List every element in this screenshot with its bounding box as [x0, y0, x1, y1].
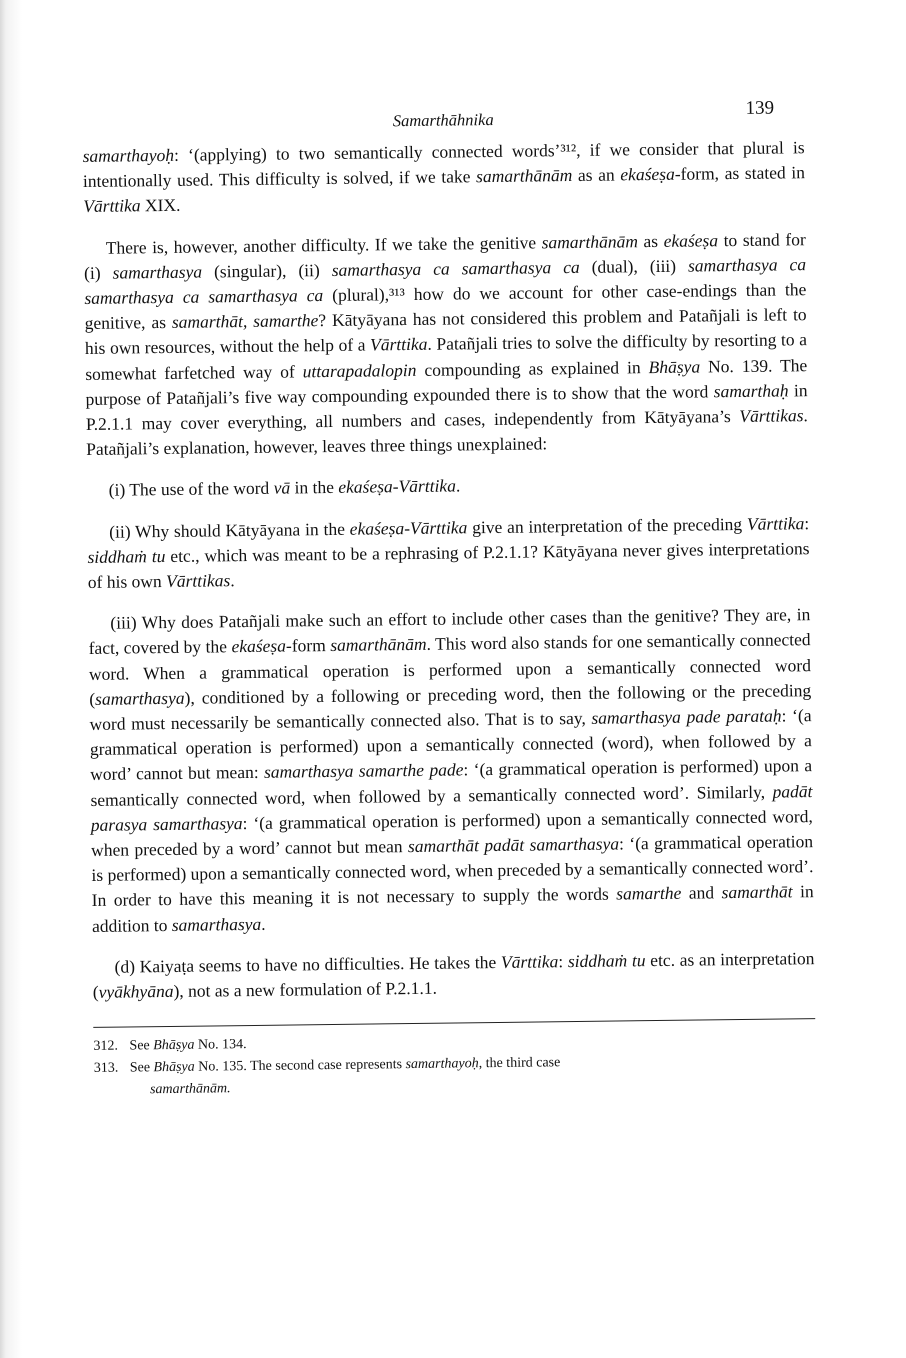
text-run: (ii) Why should Kātyāyana in the	[109, 518, 350, 542]
italic-term: samarthaḥ	[713, 380, 789, 402]
text-run: in addition to	[91, 881, 814, 936]
paragraph-point-i	[87, 470, 809, 504]
text-run: (singular), (ii)	[201, 259, 332, 282]
text-run: -form, as stated in	[674, 162, 806, 184]
paragraph-continuation	[82, 135, 805, 219]
italic-term: samarthasya ca samarthasya ca	[331, 256, 580, 280]
italic-term: samarthāt, samarthe	[171, 310, 319, 333]
text-run: to stand for (i)	[83, 228, 806, 283]
text-run: (plural),³¹³ how do we account for other case-endings than the genitive, as	[84, 279, 807, 334]
text-run: : ‘(applying) to two semantically connected words’³¹², if we consider that plural is intentionally used. This difficulty is solved, if we take	[82, 137, 805, 192]
running-title: Samarthāhnika	[392, 109, 494, 131]
italic-term: padāt parasya samarthasya	[90, 780, 813, 835]
text-run: , the third case	[478, 1055, 561, 1072]
text-run: (i) The use of the word	[108, 478, 274, 501]
text-run: See	[129, 1060, 154, 1076]
italic-term: ekaśeṣa-Vārttika	[349, 516, 468, 539]
italic-term: samarthasya ca samarthasya ca samarthasya ca	[84, 253, 807, 309]
text-run: (iii) Why does Patañjali make such an effort to include other cases than the genitive? They are, in fact, covered by the	[88, 604, 811, 659]
text-run: as	[637, 230, 664, 251]
italic-term: Vārttika	[369, 334, 428, 355]
text-run: : ‘(a grammatical operation is performed) upon a semantically connected word, when followed by a semantically connected word’. Similarly,	[90, 755, 813, 810]
text-run: There is, however, another difficulty. If we take the genitive	[105, 232, 542, 258]
text-run: . Patañjali’s explanation, however, leaves three things unexplained:	[86, 405, 808, 460]
text-run: and	[681, 882, 722, 904]
italic-term: Bhāṣya	[648, 356, 701, 377]
text-run: No. 135. The second case represents	[194, 1057, 406, 1075]
text-run: :	[558, 951, 569, 972]
text-run: compounding as explained in	[416, 356, 649, 380]
text-run: No. 139. The purpose of Patañjali’s five way compounding expounded there is to show that the word	[85, 354, 808, 409]
text-run: in P.2.1.1 may cover everything, all numbers and cases, independently from Kātyāyana’s	[85, 379, 808, 435]
footnote-text	[129, 1037, 246, 1053]
footnote-number: 313.	[93, 1060, 119, 1077]
text-run: etc., which was meant to be a rephrasing of P.2.1.1? Kātyāyana never gives interpretations of his own	[87, 537, 810, 593]
text-run: as an	[572, 164, 621, 186]
text-run: (d) Kaiyaṭa seems to have no difficulties. He takes the	[114, 951, 502, 977]
text-run: : ‘(a grammatical operation is performed) upon a semantically connected word, when preceded by a word’ cannot but mean	[90, 806, 813, 861]
paragraph-point-ii	[87, 511, 810, 595]
italic-term: ekaśeṣa	[663, 229, 719, 251]
italic-term: samarthasya	[171, 913, 262, 935]
italic-term: uttarapadalopin	[302, 359, 417, 381]
italic-term: samarthe	[616, 883, 682, 905]
italic-term: Vārttika	[500, 951, 559, 972]
italic-term: Vārttikas	[165, 570, 231, 592]
italic-term: samarthasya	[94, 687, 185, 709]
text-run: : ‘(a grammatical operation is performed) upon a semantically connected word, when preceded by a semantically connected word’. In order to have this meaning it is not necessary to supply the words	[91, 831, 814, 911]
footnote-313-continuation: samarthānām.	[149, 1081, 231, 1098]
italic-term: Bhāṣya	[153, 1059, 195, 1076]
footnote-text	[130, 1056, 561, 1076]
text-run: etc. as an interpretation (	[92, 948, 815, 1003]
italic-term: samarthayoḥ	[405, 1056, 479, 1073]
text-run: .	[261, 913, 266, 934]
italic-term: ekaśeṣa-Vārttika	[338, 475, 457, 498]
footnotes	[93, 1018, 816, 1102]
italic-term: Vārttika	[83, 195, 141, 217]
italic-term: ekaśeṣa	[231, 636, 287, 657]
text-run: .	[230, 570, 235, 591]
italic-term: Bhāṣya	[153, 1037, 195, 1054]
italic-term: samarthasya	[112, 261, 203, 283]
text-run: (dual), (iii)	[579, 255, 689, 277]
text-run: :	[804, 512, 810, 533]
text-run: ), not as a new formulation of P.2.1.1.	[173, 977, 438, 1002]
italic-term: samarthasya pade parataḥ	[591, 705, 782, 728]
page-number: 139	[745, 97, 775, 119]
italic-term: samarthayoḥ	[82, 144, 175, 166]
text-run: See	[129, 1038, 154, 1054]
text-run: ), conditioned by a following or preceding word, then the following or the preceding word must necessarily be semantically connected also. That is to say,	[89, 679, 812, 735]
text-run: . Patañjali tries to solve the difficulty by resorting to a somewhat farfetched way of	[85, 329, 808, 384]
italic-term: samarthānām	[475, 165, 573, 187]
text-run: XIX.	[140, 195, 181, 216]
text-run: . This word also stands for one semantically connected word. When a grammatical operation is performed upon a semantically connected word (	[88, 629, 812, 709]
italic-term: siddhaṁ tu	[87, 545, 166, 567]
footnote-number: 312.	[93, 1038, 119, 1055]
paragraph-another-difficulty	[84, 227, 809, 463]
italic-term: samarthānām	[330, 634, 427, 656]
italic-term: samarthāt padāt samarthasya	[407, 833, 620, 857]
italic-term: vā	[273, 477, 291, 499]
text-run: : ‘(a grammatical operation is performed) upon a semantically connected (word), when followed by a word’ cannot but mean:	[89, 705, 812, 785]
text-run: ? Kātyāyana has not considered this problem and Patañjali is left to his own resources, without the help of a	[84, 304, 807, 359]
italic-term: ekaśeṣa	[620, 163, 675, 185]
text-run: No. 134.	[194, 1037, 247, 1053]
paragraph-point-d	[92, 946, 815, 1005]
italic-term: samarthāt	[721, 881, 793, 903]
page-content	[82, 95, 816, 1102]
italic-term: Vārttika	[746, 512, 805, 534]
italic-term: samarthasya samarthe pade	[263, 759, 464, 783]
paragraph-point-iii	[88, 602, 814, 938]
text-run: in the	[290, 477, 339, 498]
scan-edge-shadow	[0, 0, 22, 1358]
italic-term: samarthānām	[541, 230, 639, 253]
italic-term: siddhaṁ tu	[567, 950, 646, 972]
text-run: .	[455, 475, 461, 496]
text-run: -form	[285, 635, 331, 657]
italic-term: Vārttikas	[739, 405, 804, 427]
body-text	[82, 135, 814, 1005]
text-run: give an interpretation of the preceding	[467, 513, 748, 537]
italic-term: vyākhyāna	[98, 981, 174, 1002]
